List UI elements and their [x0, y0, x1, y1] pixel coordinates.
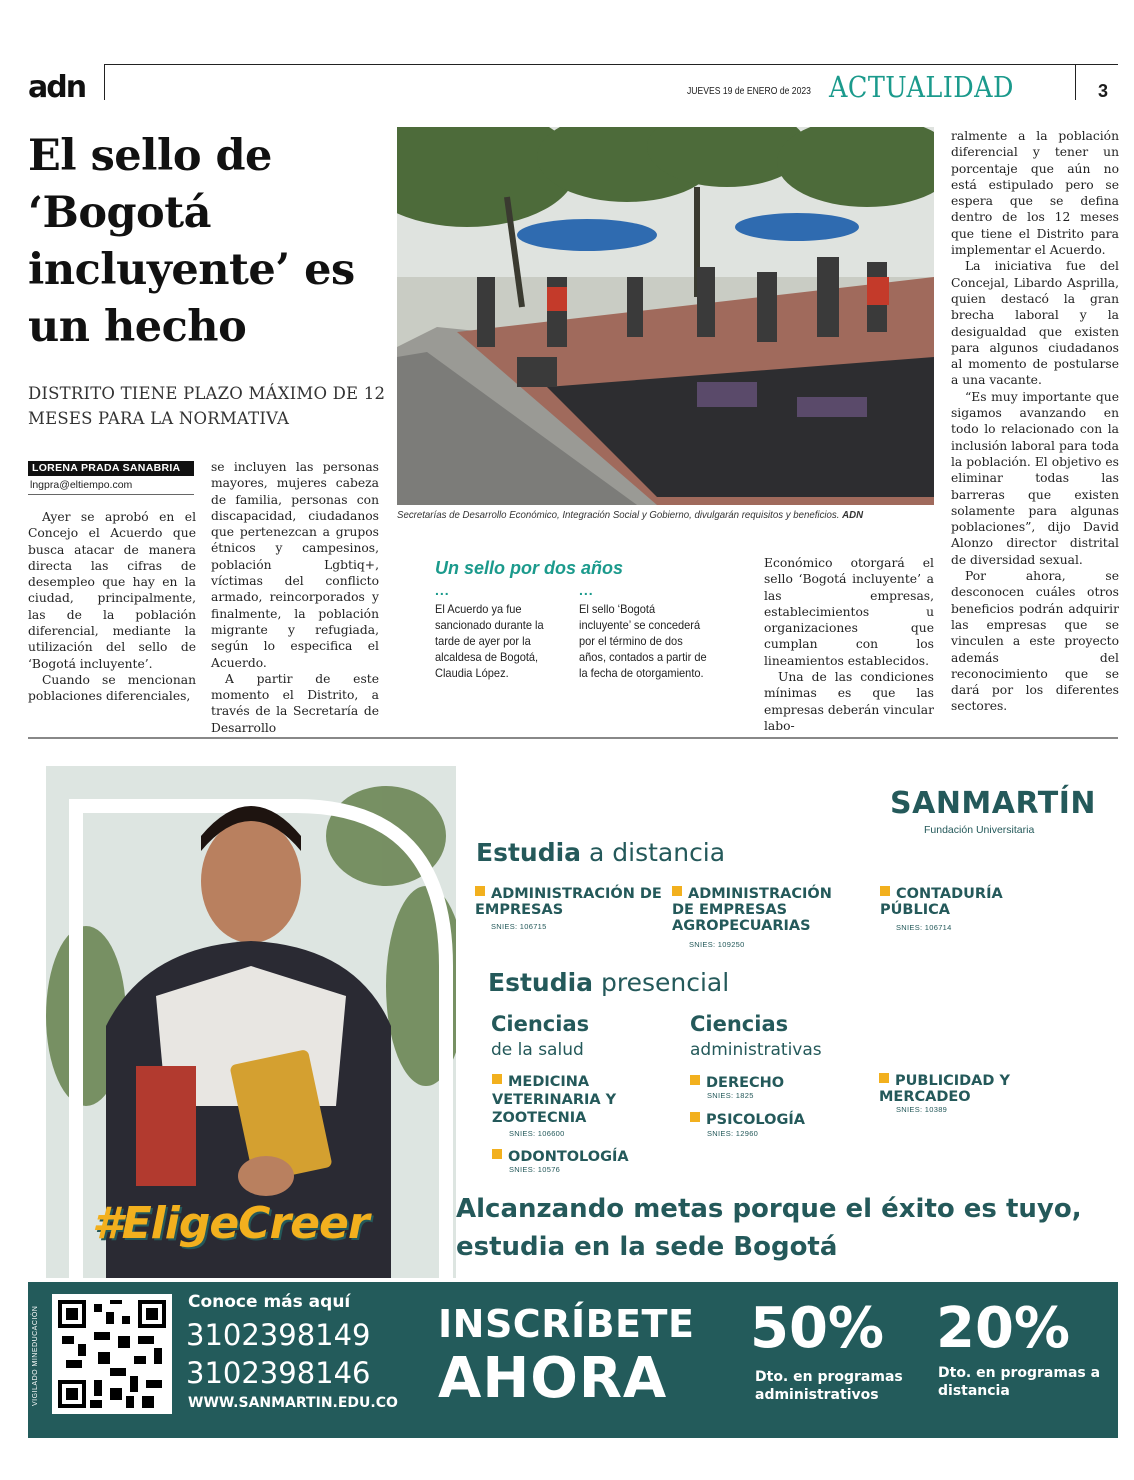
caption-text: Secretarías de Desarrollo Económico, Integración Social y Gobierno, divulgarán requisitos y beneficios. [397, 509, 840, 521]
advertisement[interactable] [28, 766, 1118, 1438]
article-column-2 [211, 459, 379, 736]
presencial-heading [488, 968, 729, 997]
paragraph: ralmente a la población diferencial y tener un porcentaje que aún no está estipulado pero se espera que se defina dentro de los 12 meses que tiene el Distrito para implementar el Acuerdo. [951, 129, 1119, 258]
program-snies: SNIES: 12960 [707, 1129, 759, 1138]
paragraph: Una de las condiciones mínimas es que las empresas deberán vincular labo- [764, 670, 934, 733]
program-veterinaria[interactable]: MEDICINA VETERINARIA Y ZOOTECNIA [492, 1073, 642, 1127]
program-snies: SNIES: 1825 [707, 1091, 754, 1100]
byline-rule [28, 494, 194, 495]
distancia-heading [476, 838, 725, 867]
article-photo [397, 127, 934, 505]
program-snies: SNIES: 106715 [491, 922, 547, 931]
paragraph: Económico otorgará el sello ‘Bogotá incluyente’ a las empresas, establecimientos u organizaciones que cumplan con los lineamientos establecidos. [764, 556, 934, 668]
author-email[interactable]: lngpra@eltiempo.com [30, 479, 133, 491]
section-title: ACTUALIDAD [829, 70, 1014, 104]
website-link[interactable]: WWW.SANMARTIN.EDU.CO [188, 1395, 398, 1411]
phone-2[interactable]: 3102398146 [186, 1356, 371, 1390]
discount-20: 20% [936, 1296, 1071, 1361]
phone-1[interactable]: 3102398149 [186, 1318, 371, 1352]
ellipsis-icon: ... [579, 582, 594, 598]
article-column-1 [28, 509, 196, 705]
hashtag: #EligeCreer [92, 1198, 369, 1249]
vigilado-label: VIGILADO MINEDUCACIÓN [32, 1305, 39, 1406]
presencial-heading-rest: presencial [593, 968, 730, 997]
cta-inscribete[interactable]: INSCRÍBETE [438, 1302, 695, 1346]
header-rule [104, 64, 1118, 65]
program-snies: SNIES: 109250 [689, 940, 745, 949]
sidebar-item: El Acuerdo ya fue sancionado durante la tarde de ayer por la alcaldesa de Bogotá, Claudia López. [435, 602, 544, 680]
paragraph: A partir de este momento el Distrito, a través de la Secretaría de Desarrollo [211, 671, 379, 735]
program-snies: SNIES: 10389 [896, 1105, 948, 1114]
author-byline: LORENA PRADA SANABRIA [28, 461, 194, 476]
article-column-4 [951, 128, 1119, 715]
sidebar-title: Un sello por dos años [435, 558, 624, 578]
presencial-heading-bold: Estudia [488, 968, 594, 997]
discount-50: 50% [750, 1296, 885, 1361]
program-snies: SNIES: 106600 [509, 1129, 565, 1138]
sidebar-item: El sello ‘Bogotá incluyente’ se concederá por el término de dos años, contados a partir de la fecha de otorgamiento. [579, 602, 707, 680]
article-subheadline: DISTRITO TIENE PLAZO MÁXIMO DE 12 MESES PARA LA NORMATIVA [28, 384, 386, 428]
program-derecho[interactable]: DERECHO [690, 1075, 784, 1091]
admin-title: Ciencias [690, 1012, 789, 1036]
paragraph: “Es muy importante que sigamos avanzando en todo lo relacionado con la inclusión laboral para toda la población. El objetivo es eliminar todas las barreras que existen solamente para algunas poblaciones”, dijo David Alonzo director distrital de diversidad sexual. [951, 389, 1119, 567]
program-psicologia[interactable]: PSICOLOGÍA [690, 1112, 805, 1128]
program-snies: SNIES: 106714 [896, 923, 952, 932]
distancia-heading-rest: a distancia [581, 838, 726, 867]
admin-subtitle: administrativas [690, 1040, 822, 1060]
article-column-3 [764, 555, 934, 734]
paragraph: se incluyen las personas mayores, mujeres cabeza de familia, personas con discapacidad, ciudadanos que pertenezcan a grupos étnicos y campesinos, población Lgbtiq+, víctimas del conflicto armado, reincorporados y finalmente, la población migrante y refugiada, según lo especifica el Acuerdo. [211, 460, 379, 670]
ellipsis-icon: ... [435, 582, 450, 598]
qr-code[interactable] [52, 1294, 172, 1414]
article-headline: El sello de ‘Bogotá incluyente’ es un hecho [28, 131, 355, 352]
distancia-heading-bold: Estudia [476, 838, 582, 867]
ad-tagline: Alcanzando metas porque el éxito es tuyo, estudia en la sede Bogotá [456, 1194, 1082, 1262]
salud-subtitle: de la salud [491, 1040, 584, 1060]
paragraph: Cuando se mencionan poblaciones diferenciales, [28, 672, 196, 704]
cta-ahora[interactable]: AHORA [438, 1346, 668, 1411]
header-divider [104, 64, 105, 100]
issue-date: JUEVES 19 de ENERO de 2023 [687, 85, 811, 97]
discount-20-desc: Dto. en programas a distancia [938, 1365, 1101, 1399]
program-admin-agropecuarias[interactable]: ADMINISTRACIÓN DE EMPRESAS AGROPECUARIAS [672, 886, 842, 934]
discount-50-desc: Dto. en programas administrativos [755, 1369, 903, 1403]
paragraph: La iniciativa fue del Concejal, Libardo Asprilla, quien destacó la gran brecha laboral y la desigualdad que existen para algunos ciudadanos al momento de postularse a una vacante. [951, 259, 1119, 388]
photo-caption [397, 509, 891, 521]
paragraph: Ayer se aprobó en el Concejo el Acuerdo que busca atacar de manera directa las cifras de desempleo que hay en la ciudad, principalmente, las de la población diferencial, mediante la utilización del sello de ‘Bogotá incluyente’. [28, 510, 196, 671]
sanmartin-logo-subtitle: Fundación Universitaria [924, 824, 1035, 836]
program-admin-empresas[interactable]: ADMINISTRACIÓN DE EMPRESAS [475, 886, 665, 918]
sanmartin-logo: SANMARTÍN [890, 786, 1096, 821]
adn-logo: adn [28, 70, 86, 105]
program-publicidad[interactable]: PUBLICIDAD Y MERCADEO [879, 1073, 1039, 1105]
program-odontologia[interactable]: ODONTOLOGÍA [492, 1149, 629, 1165]
conoce-label: Conoce más aquí [188, 1292, 351, 1312]
program-snies: SNIES: 10576 [509, 1165, 561, 1174]
ad-divider [28, 737, 1118, 739]
salud-title: Ciencias [491, 1012, 590, 1036]
page-number: 3 [1098, 81, 1109, 101]
program-contaduria[interactable]: CONTADURÍA PÚBLICA [880, 886, 1020, 918]
header-divider [1075, 64, 1076, 100]
photo-credit: ADN [842, 509, 864, 521]
paragraph: Por ahora, se desconocen cuáles otros beneficios podrán adquirir las empresas que se vinculen a este proyecto además del reconocimiento que se dará por los diferentes sectores. [951, 569, 1119, 714]
